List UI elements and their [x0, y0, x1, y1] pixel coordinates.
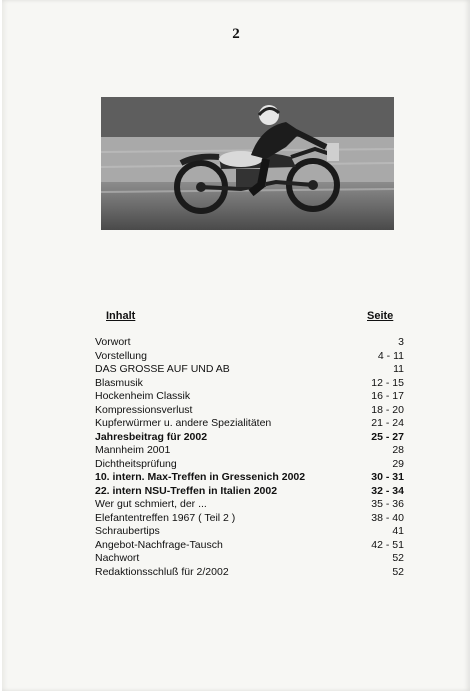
toc-entry — [95, 390, 407, 404]
toc-entry — [95, 471, 407, 485]
toc-entry-title: Redaktionsschluß für 2/2002 — [95, 565, 229, 578]
toc-entry-title: Blasmusik — [95, 376, 143, 389]
toc-entry — [95, 525, 407, 539]
toc-entry-pages: 32 - 34 — [371, 484, 404, 497]
toc-entry-title: 22. intern NSU-Treffen in Italien 2002 — [95, 484, 278, 497]
toc-header-seite: Seite — [367, 310, 394, 322]
toc-entry-title: Jahresbeitrag für 2002 — [95, 430, 208, 443]
toc-entry — [95, 350, 407, 364]
toc-entry — [95, 539, 407, 553]
toc-entry-title: Elefantentreffen 1967 ( Teil 2 ) — [95, 511, 236, 524]
toc-entry-title: Nachwort — [95, 552, 140, 564]
toc-entry-title: Vorstellung — [95, 349, 147, 362]
toc-entry-pages: 3 — [398, 336, 404, 348]
toc-entry-pages: 16 - 17 — [371, 390, 404, 402]
toc-entry-title: Wer gut schmiert, der ... — [95, 498, 207, 510]
toc-entry-pages: 21 - 24 — [371, 417, 404, 429]
toc-entry — [95, 512, 407, 526]
toc-entry-title: Dichtheitsprüfung — [95, 457, 177, 470]
toc-entry-pages: 29 — [392, 457, 404, 470]
toc-entry — [95, 417, 407, 431]
toc-entry — [95, 431, 407, 445]
toc-entry — [95, 498, 407, 512]
toc-entry — [95, 566, 407, 580]
toc-entry-pages: 12 - 15 — [371, 376, 404, 389]
document-page — [2, 0, 470, 691]
toc-entry-pages: 28 — [392, 444, 404, 456]
toc-entry-pages: 35 - 36 — [371, 498, 404, 510]
toc-entry-pages: 42 - 51 — [371, 538, 404, 551]
toc-entry-pages: 25 - 27 — [371, 430, 404, 443]
toc-entry-pages: 52 — [392, 565, 404, 578]
toc-entry — [95, 444, 407, 458]
toc-entry-title: Schraubertips — [95, 525, 160, 537]
toc-entry-pages: 18 - 20 — [371, 403, 404, 416]
toc-entry — [95, 552, 407, 566]
toc-entry-title: Kupferwürmer u. andere Spezialitäten — [95, 417, 272, 429]
toc-entry — [95, 485, 407, 499]
toc-entry-pages: 41 — [392, 525, 404, 537]
toc-entry-pages: 4 - 11 — [377, 349, 404, 362]
toc-header — [2, 310, 470, 326]
toc-entry-title: DAS GROSSE AUF UND AB — [95, 363, 230, 375]
toc-entry-title: Hockenheim Classik — [95, 390, 191, 402]
toc-entry — [95, 404, 407, 418]
toc-entry-pages: 38 - 40 — [371, 511, 404, 524]
toc-entry — [95, 336, 407, 350]
toc-entry — [95, 458, 407, 472]
toc-entry-pages: 52 — [392, 552, 404, 564]
toc-entry-title: Angebot-Nachfrage-Tausch — [95, 538, 223, 551]
toc-entry-pages: 30 - 31 — [371, 471, 404, 483]
toc-entry-title: Kompressionsverlust — [95, 403, 193, 416]
table-of-contents — [95, 336, 407, 579]
toc-entry-pages: 11 — [393, 363, 404, 375]
toc-entry-title: 10. intern. Max-Treffen in Gressenich 2002 — [95, 471, 306, 483]
motorcycle-photo — [101, 97, 394, 230]
toc-entry — [95, 377, 407, 391]
toc-header-inhalt: Inhalt — [106, 310, 136, 322]
toc-entry — [95, 363, 407, 377]
toc-entry-title: Mannheim 2001 — [95, 444, 171, 456]
toc-entry-title: Vorwort — [95, 336, 131, 348]
page-number: 2 — [232, 26, 240, 42]
